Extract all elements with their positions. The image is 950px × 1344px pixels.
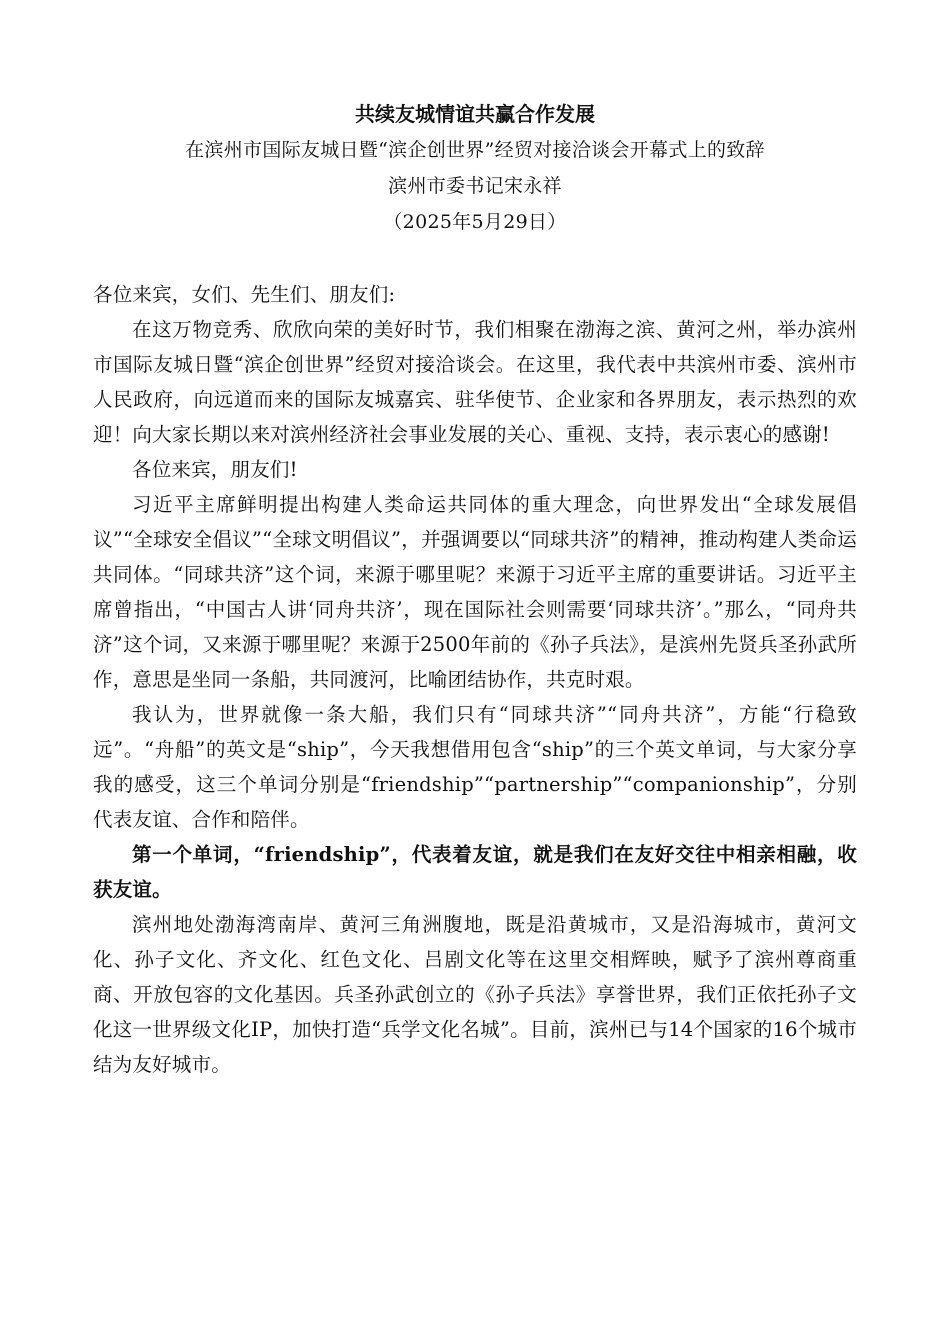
spacer xyxy=(93,240,857,277)
paragraph-community: 习近平主席鲜明提出构建人类命运共同体的重大理念，向世界发出“全球发展倡议”“全球安全倡议”“全球文明倡议”，并强调要以“同球共济”的精神，推动构建人类命运共同体。“同球共济”这个词，来源于哪里呢？来源于习近平主席的重要讲话。习近平主席曾指出，“中国古人讲‘同舟共济’，现在国际社会则需要‘同球共济’。”那么，“同舟共济”这个词，又来源于哪里呢？来源于2500年前的《孙子兵法》，是滨州先贤兵圣孙武所作，意思是坐同一条船，共同渡河，比喻团结协作，共克时艰。 xyxy=(93,493,857,691)
paragraph-binzhou: 滨州地处渤海湾南岸、黄河三角洲腹地，既是沿黄城市，又是沿海城市，黄河文化、孙子文化、齐文化、红色文化、吕剧文化等在这里交相辉映，赋予了滨州尊商重商、开放包容的文化基因。兵圣孙武创立的《孙子兵法》享誉世界，我们正依托孙子文化这一世界级文化IP，加快打造“兵学文化名城”。目前，滨州已与14个国家的16个城市结为友好城市。 xyxy=(93,913,857,1076)
document-page xyxy=(93,96,857,1082)
document-subtitle: 在滨州市国际友城日暨“滨企创世界”经贸对接洽谈会开幕式上的致辞 xyxy=(185,139,765,161)
paragraph-greeting: 各位来宾，朋友们! xyxy=(132,458,298,481)
speech-date: （2025年5月29日） xyxy=(383,211,567,233)
salutation: 各位来宾，女们、先生们、朋友们: xyxy=(93,283,396,306)
paragraph-ship: 我认为，世界就像一条大船，我们只有“同球共济”“同舟共济”，方能“行稳致远”。“舟船”的英文是“ship”，今天我想借用包含“ship”的三个英文单词，与大家分享我的感受，这三个单词分别是“friendship”“partnership”“companionship”，分别代表友谊、合作和陪伴。 xyxy=(93,703,857,831)
section-heading-friendship: 第一个单词，“friendship”，代表着友谊，就是我们在友好交往中相亲相融，收获友谊。 xyxy=(93,843,857,901)
paragraph-welcome: 在这万物竞秀、欣欣向荣的美好时节，我们相聚在渤海之滨、黄河之州，举办滨州市国际友城日暨“滨企创世界”经贸对接洽谈会。在这里，我代表中共滨州市委、滨州市人民政府，向远道而来的国际友城嘉宾、驻华使节、企业家和各界朋友，表示热烈的欢迎！向大家长期以来对滨州经济社会事业发展的关心、重视、支持，表示衷心的感谢! xyxy=(93,318,857,446)
document-title: 共续友城情谊共赢合作发展 xyxy=(355,102,595,126)
speaker-line: 滨州市委书记宋永祥 xyxy=(388,175,562,197)
